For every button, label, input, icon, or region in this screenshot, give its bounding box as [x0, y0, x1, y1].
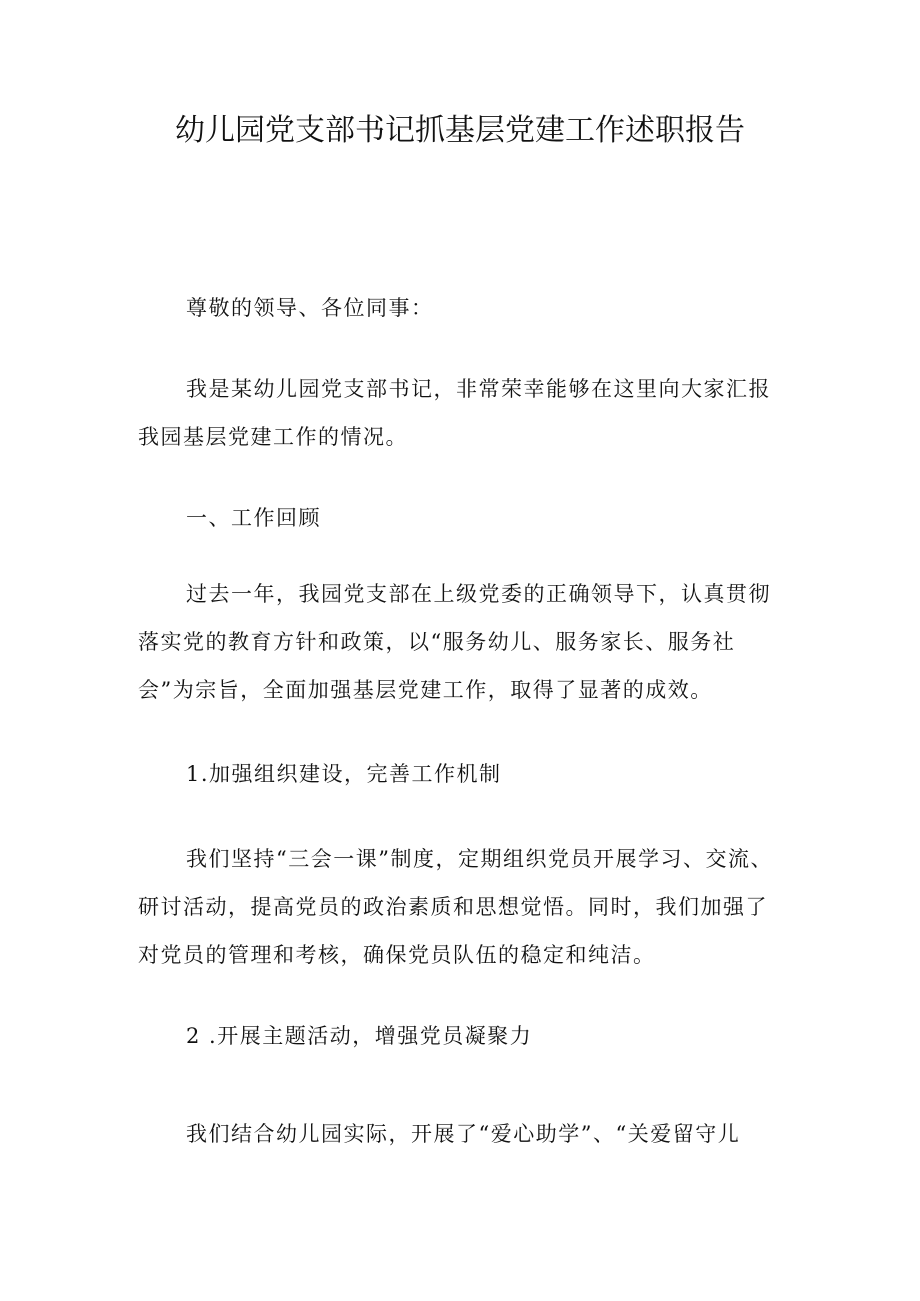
- activities-paragraph: 我们结合幼儿园实际，开展了“爱心助学”、“关爱留守儿: [186, 1122, 741, 1146]
- review-paragraph: 过去一年，我园党支部在上级党委的正确领导下，认真贯彻落实党的教育方针和政策，以“服务幼儿、服务家长、服务社会”为宗旨，全面加强基层党建工作，取得了显著的成效。: [138, 582, 771, 702]
- document-title: 幼儿园党支部书记抓基层党建工作述职报告: [175, 113, 745, 148]
- section-heading-review: 一、工作回顾: [186, 506, 321, 530]
- organization-paragraph: 我们坚持“三会一课”制度，定期组织党员开展学习、交流、研讨活动，提高党员的政治素质和思想觉悟。同时，我们加强了对党员的管理和考核，确保党员队伍的稳定和纯洁。: [138, 847, 773, 967]
- salutation-paragraph: 尊敬的领导、各位同事：: [186, 296, 434, 320]
- intro-paragraph: 我是某幼儿园党支部书记，非常荣幸能够在这里向大家汇报我园基层党建工作的情况。: [138, 377, 771, 449]
- subheading-organization: 1.加强组织建设，完善工作机制: [186, 762, 502, 786]
- subheading-activities: 2 .开展主题活动，增强党员凝聚力: [186, 1024, 533, 1048]
